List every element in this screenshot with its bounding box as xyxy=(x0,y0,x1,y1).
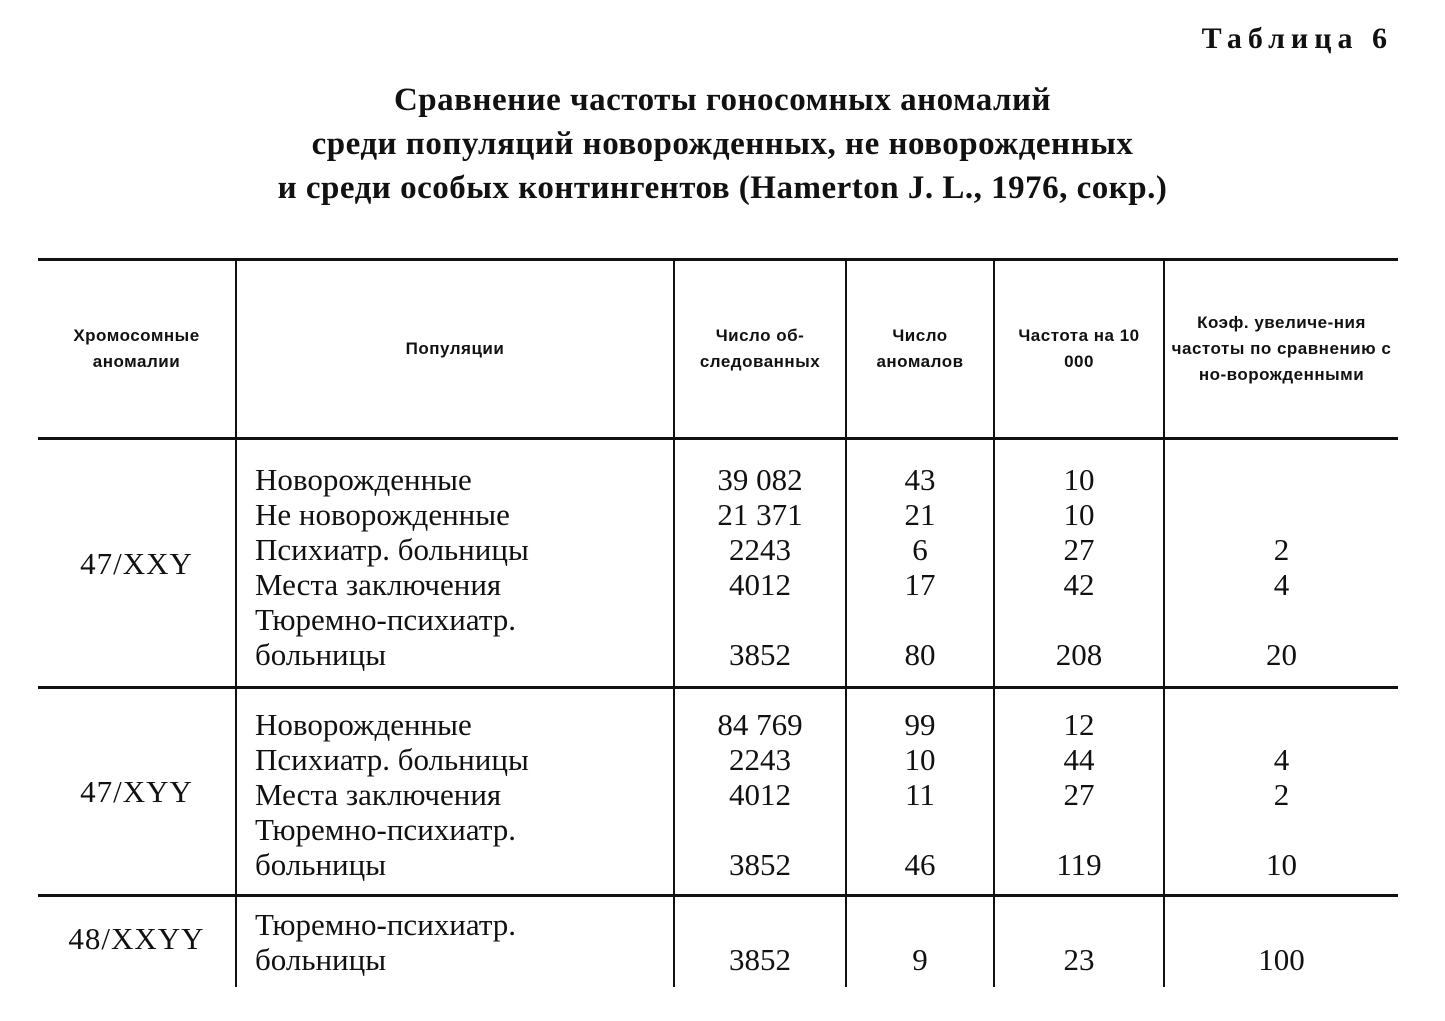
examined-value: 3852 xyxy=(729,637,791,672)
anomaly-cell: 48/XXYY xyxy=(68,921,205,956)
examined-value: 3852 xyxy=(729,847,791,882)
ratio-value: 10 xyxy=(1266,847,1297,882)
header-population: Популяции xyxy=(236,260,674,439)
ratio-value xyxy=(1165,707,1398,742)
anomalies-count-value: 9 xyxy=(912,942,928,977)
anomalies-count-cell xyxy=(846,688,994,896)
examined-cell xyxy=(674,896,846,988)
frequency-value: 208 xyxy=(1055,637,1103,672)
ratio-value xyxy=(1165,497,1398,532)
anomalies-count-value: 11 xyxy=(905,777,935,812)
header-ratio: Коэф. увеличе-ния частоты по сравнению с но-ворожденными xyxy=(1164,260,1398,439)
anomalies-count-value: 80 xyxy=(904,637,936,672)
frequency-value: 119 xyxy=(1056,847,1102,882)
anomalies-count-value: 21 xyxy=(904,497,936,532)
frequency-cell xyxy=(994,896,1164,988)
examined-cell xyxy=(674,439,846,688)
frequency-value: 27 xyxy=(1063,532,1095,567)
population-cell xyxy=(236,439,674,688)
anomalies-count-value xyxy=(847,907,993,942)
title-line-1: Сравнение частоты гоносомных аномалий xyxy=(393,82,1052,118)
examined-value: 84 769 xyxy=(717,707,803,742)
frequency-value xyxy=(995,907,1163,942)
frequency-value: 12 xyxy=(1063,707,1095,742)
ratio-value: 4 xyxy=(1273,567,1290,602)
anomalies-count-value: 99 xyxy=(904,707,936,742)
ratio-value xyxy=(1165,907,1398,942)
table-title xyxy=(0,78,1445,210)
population-value: Места заключения xyxy=(255,567,502,602)
examined-value: 21 371 xyxy=(717,497,803,532)
data-table xyxy=(38,258,1398,987)
header-anomalies-count: Число аномалов xyxy=(846,260,994,439)
ratio-value: 4 xyxy=(1273,742,1290,777)
population-value: Новорожденные xyxy=(255,462,472,497)
anomalies-count-value: 43 xyxy=(904,462,936,497)
table-body xyxy=(38,439,1398,988)
frequency-cell xyxy=(994,688,1164,896)
examined-value xyxy=(675,812,845,847)
population-value: Психиатр. больницы xyxy=(255,742,529,777)
frequency-value: 10 xyxy=(1063,462,1095,497)
population-value: больницы xyxy=(255,942,387,977)
title-line-3: и среди особых контингентов (Hamerton J. L., 1976, сокр.) xyxy=(277,170,1168,206)
population-cell xyxy=(236,688,674,896)
examined-value: 39 082 xyxy=(717,462,803,497)
anomaly-cell: 47/XXY xyxy=(38,439,236,688)
table-row xyxy=(38,896,1398,988)
examined-value: 3852 xyxy=(729,942,791,977)
header-row xyxy=(38,260,1398,439)
title-line-2: среди популяций новорожденных, не новорожденных xyxy=(311,126,1134,162)
anomalies-count-value: 10 xyxy=(904,742,936,777)
population-value: Тюремно-психиатр. xyxy=(255,812,517,847)
ratio-cell xyxy=(1164,439,1398,688)
ratio-value xyxy=(1165,602,1398,637)
anomalies-count-cell xyxy=(846,439,994,688)
examined-value: 4012 xyxy=(729,567,791,602)
population-value: больницы xyxy=(255,637,387,672)
frequency-value xyxy=(995,602,1163,637)
examined-value: 2243 xyxy=(729,532,791,567)
examined-value xyxy=(675,907,845,942)
ratio-cell xyxy=(1164,896,1398,988)
frequency-value xyxy=(995,812,1163,847)
table-row xyxy=(38,439,1398,688)
population-value: больницы xyxy=(255,847,387,882)
ratio-value: 2 xyxy=(1273,532,1290,567)
population-value: Тюремно-психиатр. xyxy=(255,907,517,942)
population-value: Психиатр. больницы xyxy=(255,532,529,567)
examined-cell xyxy=(674,688,846,896)
ratio-value xyxy=(1165,812,1398,847)
examined-value: 4012 xyxy=(729,777,791,812)
frequency-value: 10 xyxy=(1063,497,1095,532)
header-examined: Число об-следованных xyxy=(674,260,846,439)
ratio-value: 100 xyxy=(1258,942,1305,977)
ratio-value: 20 xyxy=(1266,637,1297,672)
frequency-value: 23 xyxy=(1063,942,1095,977)
anomalies-count-cell xyxy=(846,896,994,988)
anomalies-count-value: 17 xyxy=(904,567,936,602)
anomaly-cell: 47/XYY xyxy=(38,688,236,896)
population-cell xyxy=(236,896,674,988)
anomalies-count-value: 46 xyxy=(904,847,936,882)
header-anomaly: Хромосомные аномалии xyxy=(38,260,236,439)
examined-value xyxy=(675,602,845,637)
header-frequency: Частота на 10 000 xyxy=(994,260,1164,439)
table-number-label: Таблица 6 xyxy=(1201,22,1393,55)
ratio-cell xyxy=(1164,688,1398,896)
population-value: Новорожденные xyxy=(255,707,472,742)
table-row xyxy=(38,688,1398,896)
frequency-value: 44 xyxy=(1063,742,1095,777)
population-value: Места заключения xyxy=(255,777,502,812)
population-value: Тюремно-психиатр. xyxy=(255,602,517,637)
ratio-value xyxy=(1165,462,1398,497)
frequency-value: 27 xyxy=(1063,777,1095,812)
anomalies-count-value: 6 xyxy=(912,532,928,567)
anomalies-count-value xyxy=(847,812,993,847)
frequency-cell xyxy=(994,439,1164,688)
population-value: Не новорожденные xyxy=(255,497,510,532)
frequency-value: 42 xyxy=(1063,567,1095,602)
ratio-value: 2 xyxy=(1273,777,1290,812)
examined-value: 2243 xyxy=(729,742,791,777)
anomalies-count-value xyxy=(847,602,993,637)
